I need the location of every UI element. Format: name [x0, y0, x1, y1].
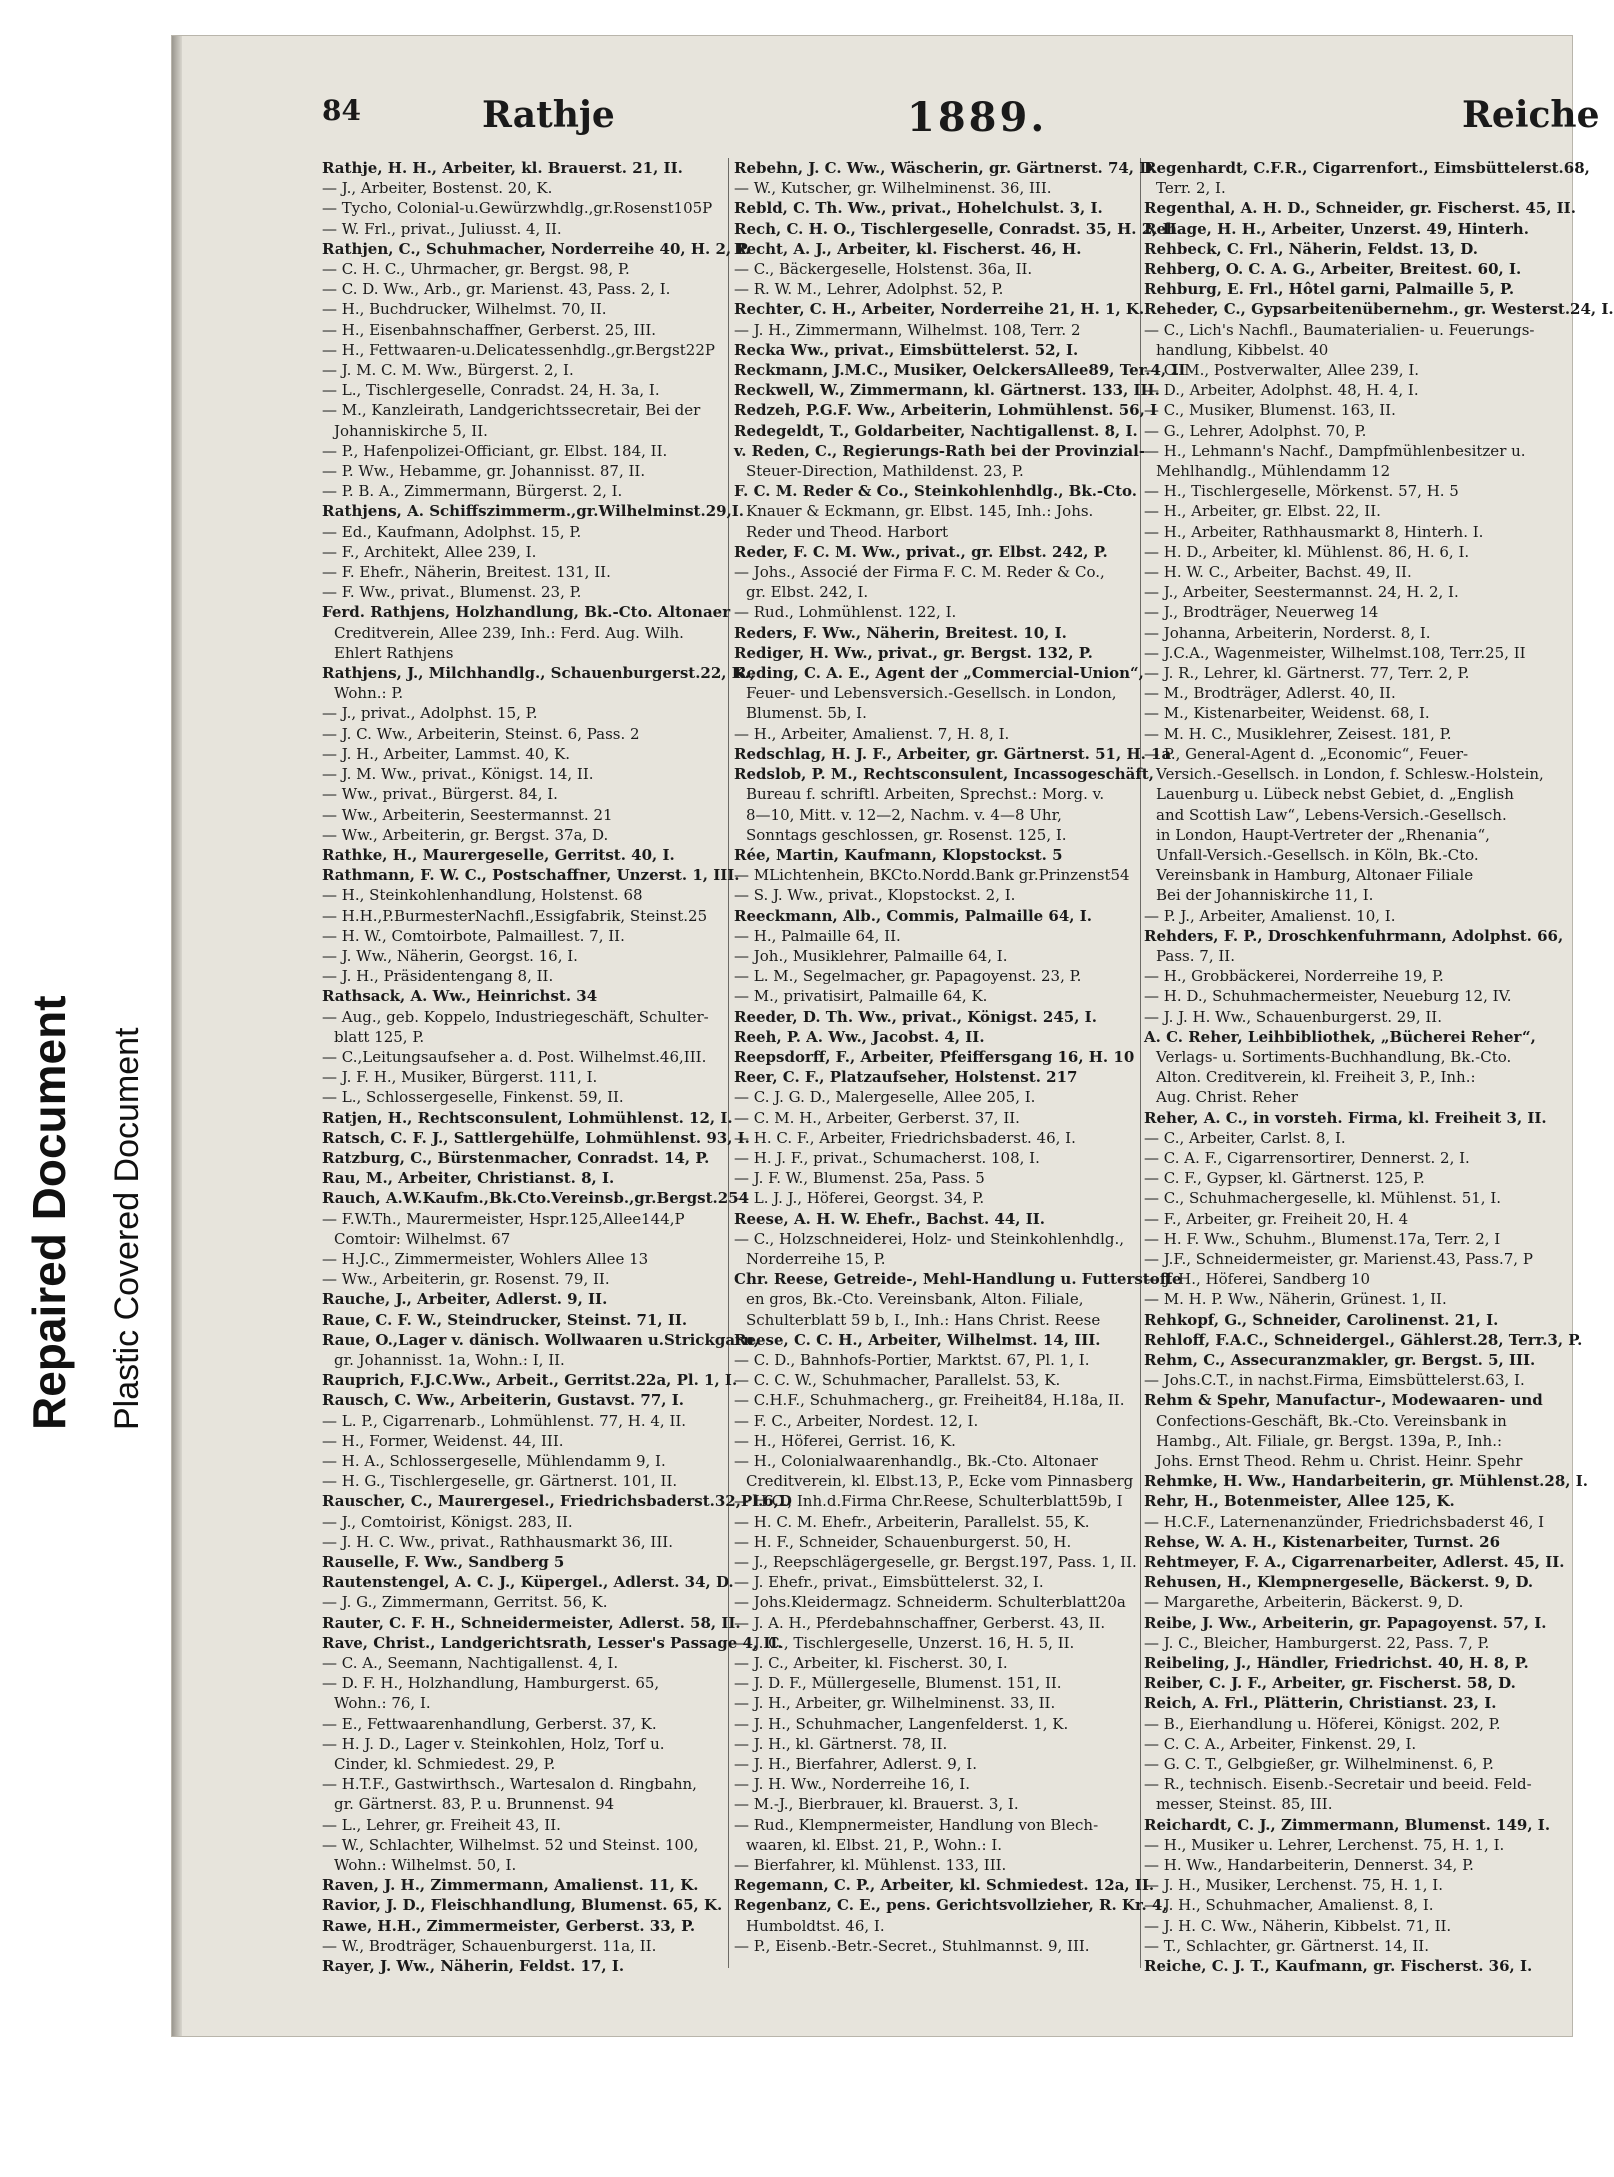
directory-entry: — J. H., Schuhmacher, Langenfelderst. 1, K. [734, 1714, 1069, 1733]
directory-entry: Redschlag, H. J. F., Arbeiter, gr. Gärtnerst. 51, H. 1a [734, 744, 1172, 763]
directory-entry: Steuer-Direction, Mathildenst. 23, P. [746, 462, 1024, 481]
directory-entry: Reepsdorff, F., Arbeiter, Pfeiffersgang 16, H. 10 [734, 1047, 1135, 1066]
directory-entry: — C. M. H., Arbeiter, Gerberst. 37, II. [734, 1108, 1020, 1127]
directory-entry: Blumenst. 5b, I. [746, 704, 867, 723]
directory-entry: Reer, C. F., Platzaufseher, Holstenst. 217 [734, 1068, 1078, 1087]
directory-entry: — C., Musiker, Blumenst. 163, II. [1144, 401, 1396, 420]
directory-entry: — F. Ww., privat., Blumenst. 23, P. [322, 583, 582, 602]
directory-entry: Reibeling, J., Händler, Friedrichst. 40, H. 8, P. [1144, 1654, 1529, 1673]
directory-entry: Ravior, J. D., Fleischhandlung, Blumenst. 65, K. [322, 1896, 723, 1915]
directory-entry: Creditverein, kl. Elbst.13, P., Ecke vom Pinnasberg [746, 1472, 1134, 1491]
directory-entry: Bureau f. schriftl. Arbeiten, Sprechst.: Morg. v. [746, 785, 1105, 804]
directory-entry: in London, Haupt-Vertreter der „Rhenania“, [1156, 825, 1490, 844]
header-left-catchword: Rathje [482, 94, 615, 136]
directory-entry: — Ww., privat., Bürgerst. 84, I. [322, 785, 558, 804]
directory-entry: Cinder, kl. Schmiedest. 29, P. [334, 1755, 556, 1774]
directory-entry: Rehburg, E. Frl., Hôtel garni, Palmaille 5, P. [1144, 280, 1515, 299]
directory-entry: — C. A. F., Cigarrensortirer, Dennerst. 2, I. [1144, 1148, 1470, 1167]
directory-entry: Regemann, C. P., Arbeiter, kl. Schmiedest. 12a, II. [734, 1876, 1155, 1895]
directory-entry: — J. H., Höferei, Sandberg 10 [1144, 1270, 1371, 1289]
directory-entry: — J. H. Ww., Norderreihe 16, I. [734, 1775, 970, 1794]
directory-entry: — E., Fettwaarenhandlung, Gerberst. 37, K. [322, 1714, 657, 1733]
directory-entry: Reich, A. Frl., Plätterin, Christianst. 23, I. [1144, 1694, 1497, 1713]
directory-entry: — L., Schlossergeselle, Finkenst. 59, II. [322, 1088, 624, 1107]
directory-entry: Aug. Christ. Reher [1156, 1088, 1298, 1107]
directory-entry: — J. H. C. Ww., privat., Rathhausmarkt 36, III. [322, 1532, 673, 1551]
directory-entry: Reese, C. C. H., Arbeiter, Wilhelmst. 14, III. [734, 1330, 1101, 1349]
directory-entry: Schulterblatt 59 b, I., Inh.: Hans Christ. Reese [746, 1310, 1101, 1329]
directory-entry: Reckmann, J.M.C., Musiker, OelckersAllee89, Ter.4, II [734, 361, 1186, 380]
directory-entry: — F.W.Th., Maurermeister, Hspr.125,Allee144,P [322, 1209, 685, 1228]
directory-entry: Rehtmeyer, F. A., Cigarrenarbeiter, Adlerst. 45, II. [1144, 1553, 1565, 1572]
directory-entry: gr. Johannisst. 1a, Wohn.: I, II. [334, 1350, 565, 1369]
header-right-catchword: Reiche [1462, 94, 1600, 136]
directory-entry: — J. H., Musiker, Lerchenst. 75, H. 1, I. [1144, 1876, 1443, 1895]
page-binding-edge [172, 36, 182, 2036]
directory-entry: — J. C., Arbeiter, kl. Fischerst. 30, I. [734, 1654, 1008, 1673]
directory-entry: — J. C., Tischlergeselle, Unzerst. 16, H. 5, II. [734, 1633, 1075, 1652]
directory-entry: Rauselle, F. Ww., Sandberg 5 [322, 1553, 565, 1572]
directory-entry: — J. H., Arbeiter, Lammst. 40, K. [322, 744, 570, 763]
directory-entry: — H. C. M. Ehefr., Arbeiterin, Parallelst. 55, K. [734, 1512, 1090, 1531]
directory-entry: A. C. Reher, Leihbibliothek, „Bücherei Reher“, [1144, 1027, 1536, 1046]
directory-entry: Rathjens, J., Milchhandlg., Schauenburgerst.22, K., [322, 664, 756, 683]
directory-entry: Raue, O.,Lager v. dänisch. Wollwaaren u.Strickgarn, [322, 1330, 760, 1349]
directory-entry: Hambg., Alt. Filiale, gr. Bergst. 139a, P., Inh.: [1156, 1431, 1503, 1450]
directory-entry: Ehlert Rathjens [334, 643, 454, 662]
directory-entry: Rauche, J., Arbeiter, Adlerst. 9, II. [322, 1290, 608, 1309]
directory-entry: — C., Lich's Nachfl., Baumaterialien- u. Feuerungs- [1144, 320, 1535, 339]
directory-entry: — J. Ww., Näherin, Georgst. 16, I. [322, 946, 578, 965]
page-header [322, 94, 1600, 158]
directory-entry: Sonntags geschlossen, gr. Rosenst. 125, I. [746, 825, 1067, 844]
repaired-document-label: Repaired Document [23, 995, 75, 1430]
directory-entry: — Tycho, Colonial-u.Gewürzwhdlg.,gr.Rosenst105P [322, 199, 713, 218]
directory-entry: Redzeh, P.G.F. Ww., Arbeiterin, Lohmühlenst. 56, I [734, 401, 1158, 420]
directory-entry: — J. A. H., Pferdebahnschaffner, Gerberst. 43, II. [734, 1613, 1106, 1632]
directory-entry: v. Reden, C., Regierungs-Rath bei der Provinzial- [734, 441, 1146, 460]
directory-entry: — M., Kistenarbeiter, Weidenst. 68, I. [1144, 704, 1430, 723]
directory-entry: Johanniskirche 5, II. [334, 421, 488, 440]
directory-entry: — H. J. D., Lager v. Steinkohlen, Holz, Torf u. [322, 1734, 665, 1753]
directory-entry: Rehders, F. P., Droschkenfuhrmann, Adolphst. 66, [1144, 926, 1564, 945]
directory-entry: waaren, kl. Elbst. 21, P., Wohn.: I. [746, 1835, 1003, 1854]
directory-entry: Rebehn, J. C. Ww., Wäscherin, gr. Gärtnerst. 74, D. [734, 159, 1157, 177]
directory-entry: and Scottish Law“, Lebens-Versich.-Gesellsch. [1156, 805, 1507, 824]
directory-entry: — J. F. H., Musiker, Bürgerst. 111, I. [322, 1068, 598, 1087]
directory-entry: Unfall-Versich.-Gesellsch. in Köln, Bk.-Cto. [1156, 845, 1479, 864]
directory-entry: — H., Fettwaaren-u.Delicatessenhdlg.,gr.Bergst22P [322, 340, 715, 359]
directory-entry: — J. H. C. Ww., Näherin, Kibbelst. 71, II. [1144, 1916, 1452, 1935]
directory-entry: Regenhardt, C.F.R., Cigarrenfort., Eimsbüttelerst.68, [1144, 159, 1590, 177]
directory-entry: Feuer- und Lebensversich.-Gesellsch. in London, [746, 684, 1117, 703]
directory-entry: Humboldtst. 46, I. [746, 1916, 885, 1935]
directory-entry: — L., Tischlergeselle, Conradst. 24, H. 3a, I. [322, 381, 660, 400]
directory-entry: Norderreihe 15, P. [746, 1249, 886, 1268]
directory-entry: Rathjens, A. Schiffszimmerm.,gr.Wilhelminst.29,I. [322, 502, 745, 521]
directory-entry: — J. H., kl. Gärtnerst. 78, II. [734, 1734, 948, 1753]
directory-entry: Reher, A. C., in vorsteh. Firma, kl. Freiheit 3, II. [1144, 1108, 1547, 1127]
directory-entry: — W., Kutscher, gr. Wilhelminenst. 36, III. [734, 179, 1052, 198]
directory-entry: — C. C. A., Arbeiter, Finkenst. 29, I. [1144, 1734, 1417, 1753]
directory-entry: Rautenstengel, A. C. J., Küpergel., Adlerst. 34, D. [322, 1573, 734, 1592]
directory-entry: Reeder, D. Th. Ww., privat., Königst. 245, I. [734, 1007, 1097, 1026]
directory-entry: — J. H., Arbeiter, gr. Wilhelminenst. 33, II. [734, 1694, 1056, 1713]
directory-entry: Reder, F. C. M. Ww., privat., gr. Elbst. 242, P. [734, 542, 1108, 561]
directory-entry: — J., Arbeiter, Bostenst. 20, K. [322, 179, 553, 198]
directory-entry: — Johs.C.T., in nachst.Firma, Eimsbüttelerst.63, I. [1144, 1371, 1525, 1390]
directory-entry: Reeckmann, Alb., Commis, Palmaille 64, I. [734, 906, 1092, 925]
directory-entry: — C., Bäckergeselle, Holstenst. 36a, II. [734, 260, 1033, 279]
directory-entry: Recka Ww., privat., Eimsbüttelerst. 52, I. [734, 340, 1079, 359]
directory-entry: Rehkopf, G., Schneider, Carolinenst. 21, I. [1144, 1310, 1499, 1329]
directory-entry: Ferd. Rathjens, Holzhandlung, Bk.-Cto. Altonaer [322, 603, 731, 622]
directory-entry: Creditverein, Allee 239, Inh.: Ferd. Aug. Wilh. [334, 623, 684, 642]
directory-entry: Rehbeck, C. Frl., Näherin, Feldst. 13, D. [1144, 239, 1478, 258]
directory-entry: — T., Schlachter, gr. Gärtnerst. 14, II. [1144, 1936, 1429, 1955]
directory-entry: — H. F. Ww., Schuhm., Blumenst.17a, Terr. 2, I [1144, 1229, 1501, 1248]
directory-entry: — Johs., Associé der Firma F. C. M. Reder & Co., [734, 563, 1105, 582]
directory-entry: — J. G., Zimmermann, Gerritst. 56, K. [322, 1593, 608, 1612]
directory-entry: — P., Eisenb.-Betr.-Secret., Stuhlmannst. 9, III. [734, 1936, 1090, 1955]
directory-entry: — H., Arbeiter, gr. Elbst. 22, II. [1144, 502, 1381, 521]
directory-entry: — J.C.A., Wagenmeister, Wilhelmst.108, Terr.25, II [1144, 643, 1526, 662]
directory-entry: gr. Gärtnerst. 83, P. u. Brunnenst. 94 [334, 1795, 615, 1814]
directory-entry: — H., Buchdrucker, Wilhelmst. 70, II. [322, 300, 607, 319]
directory-entry: Rayer, J. Ww., Näherin, Feldst. 17, I. [322, 1957, 625, 1976]
directory-entry: — J. C., Bleicher, Hamburgerst. 22, Pass. 7, P. [1144, 1633, 1490, 1652]
column-right [1144, 158, 1614, 1978]
directory-entry: — H., Arbeiter, Amalienst. 7, H. 8, I. [734, 724, 1010, 743]
header-year: 1889. [907, 94, 1048, 141]
column-left [322, 158, 792, 1978]
directory-entry: Verlags- u. Sortiments-Buchhandlung, Bk.-Cto. [1156, 1047, 1512, 1066]
directory-entry: — H., Lehmann's Nachf., Dampfmühlenbesitzer u. [1144, 441, 1526, 460]
directory-entry: Reeh, P. A. Ww., Jacobst. 4, II. [734, 1027, 985, 1046]
directory-entry: — Margarethe, Arbeiterin, Bäckerst. 9, D. [1144, 1593, 1464, 1612]
directory-entry: — W. Frl., privat., Juliusst. 4, II. [322, 219, 562, 238]
directory-entry: messer, Steinst. 85, III. [1156, 1795, 1333, 1814]
directory-entry: Rechter, C. H., Arbeiter, Norderreihe 21, H. 1, K. [734, 300, 1145, 319]
directory-entry: Rawe, H.H., Zimmermeister, Gerberst. 33, P. [322, 1916, 696, 1935]
directory-entry: — H., Eisenbahnschaffner, Gerberst. 25, III. [322, 320, 657, 339]
directory-entry: Rehse, W. A. H., Kistenarbeiter, Turnst. 26 [1144, 1532, 1501, 1551]
directory-entry: Rehusen, H., Klempnergeselle, Bäckerst. 9, D. [1144, 1573, 1534, 1592]
directory-entry: Rech, C. H. O., Tischlergeselle, Conradst. 35, H. 2, II. [734, 219, 1182, 238]
directory-entry: Confections-Geschäft, Bk.-Cto. Vereinsbank in [1156, 1411, 1507, 1430]
directory-entry: — C. C. W., Schuhmacher, Parallelst. 53, K. [734, 1371, 1061, 1390]
directory-entry: Reibe, J. Ww., Arbeiterin, gr. Papagoyenst. 57, I. [1144, 1613, 1547, 1632]
directory-entry: Versich.-Gesellsch. in London, f. Schlesw.-Holstein, [1156, 765, 1544, 784]
directory-entry: — L. P., Cigarrenarb., Lohmühlenst. 77, H. 4, II. [322, 1411, 687, 1430]
directory-entry: Reheder, C., Gypsarbeitenübernehm., gr. Westerst.24, I. [1144, 300, 1614, 319]
directory-entry: Terr. 2, I. [1156, 179, 1226, 198]
directory-entry: Rathke, H., Maurergeselle, Gerritst. 40, I. [322, 845, 675, 864]
directory-entry: Reiche, C. J. T., Kaufmann, gr. Fischerst. 36, I. [1144, 1957, 1533, 1976]
directory-entry: Chr. Reese, Getreide-, Mehl-Handlung u. Futterstoffe [734, 1270, 1182, 1289]
directory-entry: — R. W. M., Lehrer, Adolphst. 52, P. [734, 280, 1004, 299]
directory-entry: — C., Arbeiter, Carlst. 8, I. [1144, 1128, 1346, 1147]
directory-entry: — W., Schlachter, Wilhelmst. 52 und Steinst. 100, [322, 1835, 699, 1854]
directory-entry: — Joh., Musiklehrer, Palmaille 64, I. [734, 946, 1008, 965]
directory-entry: en gros, Bk.-Cto. Vereinsbank, Alton. Filiale, [746, 1290, 1084, 1309]
directory-entry: — C. H. C., Uhrmacher, gr. Bergst. 98, P. [322, 260, 630, 279]
directory-entry: Alton. Creditverein, kl. Freiheit 3, P., Inh.: [1156, 1068, 1476, 1087]
directory-entry: — C. M., Postverwalter, Allee 239, I. [1144, 361, 1420, 380]
directory-entry: Lauenburg u. Lübeck nebst Gebiet, d. „English [1156, 785, 1514, 804]
directory-entry: — Johanna, Arbeiterin, Norderst. 8, I. [1144, 623, 1431, 642]
directory-entry: Reese, A. H. W. Ehefr., Bachst. 44, II. [734, 1209, 1045, 1228]
directory-entry: Rathje, H. H., Arbeiter, kl. Brauerst. 21, II. [322, 159, 683, 177]
directory-entry: — H. C. F., Arbeiter, Friedrichsbaderst. 46, I. [734, 1128, 1076, 1147]
directory-entry: handlung, Kibbelst. 40 [1156, 340, 1329, 359]
directory-entry: Bei der Johanniskirche 11, I. [1156, 886, 1374, 905]
directory-entry: — J.F., Schneidermeister, gr. Marienst.43, Pass.7, P [1144, 1249, 1533, 1268]
directory-entry: — F. C., Arbeiter, Nordest. 12, I. [734, 1411, 979, 1430]
directory-entry: — L. J. J., Höferei, Georgst. 34, P. [734, 1189, 985, 1208]
directory-entry: — J. R., Lehrer, kl. Gärtnerst. 77, Terr. 2, P. [1144, 664, 1470, 683]
plastic-covered-document-label: Plastic Covered Document [108, 1027, 146, 1430]
directory-columns [322, 158, 1614, 1978]
directory-entry: Redegeldt, T., Goldarbeiter, Nachtigallenst. 8, I. [734, 421, 1138, 440]
directory-entry: — C., Schuhmachergeselle, kl. Mühlenst. 51, I. [1144, 1189, 1502, 1208]
directory-entry: — M. H. C., Musiklehrer, Zeisest. 181, P. [1144, 724, 1452, 743]
directory-entry: Rave, Christ., Landgerichtsrath, Lesser's Passage 4, II. [322, 1633, 783, 1652]
directory-entry: Reckwell, W., Zimmermann, kl. Gärtnerst. 133, III. [734, 381, 1160, 400]
directory-entry: — H. W. C., Arbeiter, Bachst. 49, II. [1144, 563, 1412, 582]
directory-entry: — H. A., Schlossergeselle, Mühlendamm 9, I. [322, 1452, 666, 1470]
directory-entry: Pass. 7, II. [1156, 946, 1235, 965]
directory-entry: — H., Palmaille 64, II. [734, 926, 901, 945]
directory-entry: Rehm & Spehr, Manufactur-, Modewaaren- und [1144, 1391, 1543, 1410]
directory-entry: — M. H. P. Ww., Näherin, Grünest. 1, II. [1144, 1290, 1447, 1309]
directory-entry: — C.,Leitungsaufseher a. d. Post. Wilhelmst.46,III. [322, 1047, 707, 1066]
directory-entry: — P. B. A., Zimmermann, Bürgerst. 2, I. [322, 482, 623, 501]
directory-entry: — L., Lehrer, gr. Freiheit 43, II. [322, 1815, 561, 1834]
directory-entry: — Bierfahrer, kl. Mühlenst. 133, III. [734, 1856, 1007, 1875]
directory-entry: — C. D., Bahnhofs-Portier, Marktst. 67, Pl. 1, I. [734, 1350, 1090, 1369]
directory-entry: — J., Arbeiter, Seestermannst. 24, H. 2, I. [1144, 583, 1459, 602]
directory-entry: — H.T.F., Gastwirthsch., Wartesalon d. Ringbahn, [322, 1775, 697, 1794]
directory-entry: — J. D. F., Müllergeselle, Blumenst. 151, II. [734, 1674, 1062, 1693]
directory-entry: — G., Lehrer, Adolphst. 70, P. [1144, 421, 1367, 440]
directory-entry: — H., Former, Weidenst. 44, III. [322, 1431, 564, 1450]
directory-entry: — H., Steinkohlenhandlung, Holstenst. 68 [322, 886, 643, 905]
directory-entry: Rathmann, F. W. C., Postschaffner, Unzerst. 1, III. [322, 866, 740, 885]
directory-entry: Reder und Theod. Harbort [746, 522, 949, 541]
directory-entry: — C., Holzschneiderei, Holz- und Steinkohlenhdlg., [734, 1229, 1125, 1248]
directory-entry: — M.-J., Bierbrauer, kl. Brauerst. 3, I. [734, 1795, 1019, 1814]
column-middle [734, 158, 1186, 1978]
directory-entry: Rauter, C. F. H., Schneidermeister, Adlerst. 58, II. [322, 1613, 741, 1632]
directory-entry: — H. W., Comtoirbote, Palmaillest. 7, II. [322, 926, 625, 945]
directory-entry: Rehloff, F.A.C., Schneidergel., Gählerst.28, Terr.3, P. [1144, 1330, 1583, 1349]
directory-entry: — H. F., Schneider, Schauenburgerst. 50, H. [734, 1532, 1072, 1551]
directory-entry: blatt 125, P. [334, 1027, 425, 1046]
directory-entry: — P., General-Agent d. „Economic“, Feuer- [1144, 744, 1469, 763]
directory-entry: Rathsack, A. Ww., Heinrichst. 34 [322, 987, 598, 1006]
directory-entry: — P., Hafenpolizei-Officiant, gr. Elbst. 184, II. [322, 441, 668, 460]
directory-entry: — H.C., Inh.d.Firma Chr.Reese, Schulterblatt59b, I [734, 1492, 1123, 1511]
directory-entry: — J. M. C. M. Ww., Bürgerst. 2, I. [322, 361, 574, 380]
directory-entry: Rehmke, H. Ww., Handarbeiterin, gr. Mühlenst.28, I. [1144, 1472, 1588, 1491]
directory-entry: — P. J., Arbeiter, Amalienst. 10, I. [1144, 906, 1396, 925]
directory-entry: Raue, C. F. W., Steindrucker, Steinst. 71, II. [322, 1310, 688, 1329]
directory-entry: — Rud., Klempnermeister, Handlung von Blech- [734, 1815, 1099, 1834]
directory-entry: — D., Arbeiter, Adolphst. 48, H. 4, I. [1144, 381, 1419, 400]
directory-entry: — C.H.F., Schuhmacherg., gr. Freiheit84, H.18a, II. [734, 1391, 1125, 1410]
directory-entry: — H.C.F., Laternenanzünder, Friedrichsbaderst 46, I [1144, 1512, 1545, 1531]
directory-entry: — H.H.,P.BurmesterNachfl.,Essigfabrik, Steinst.25 [322, 906, 708, 925]
directory-entry: — J., Reepschlägergeselle, gr. Bergst.197, Pass. 1, II. [734, 1553, 1137, 1572]
directory-entry: — Ww., Arbeiterin, Seestermannst. 21 [322, 805, 613, 824]
directory-entry: Rebld, C. Th. Ww., privat., Hohelchulst. 3, I. [734, 199, 1103, 218]
directory-entry: Regenthal, A. H. D., Schneider, gr. Fischerst. 45, II. [1144, 199, 1576, 218]
directory-entry: F. C. M. Reder & Co., Steinkohlenhdlg., Bk.-Cto. [734, 482, 1137, 501]
directory-entry: — J., Brodträger, Neuerweg 14 [1144, 603, 1379, 622]
directory-entry: Rauch, A.W.Kaufm.,Bk.Cto.Vereinsb.,gr.Bergst.254 [322, 1189, 750, 1208]
directory-entry: — J. F. W., Blumenst. 25a, Pass. 5 [734, 1169, 985, 1188]
directory-entry: Wohn.: P. [334, 684, 404, 703]
directory-entry: 8—10, Mitt. v. 12—2, Nachm. v. 4—8 Uhr, [746, 805, 1062, 824]
directory-entry: — H. J. F., privat., Schumacherst. 108, I. [734, 1148, 1040, 1167]
directory-entry: — H., Grobbäckerei, Norderreihe 19, P. [1144, 967, 1444, 986]
directory-entry: — J. C. Ww., Arbeiterin, Steinst. 6, Pass. 2 [322, 724, 640, 743]
directory-entry: — H.J.C., Zimmermeister, Wohlers Allee 13 [322, 1249, 649, 1268]
directory-entry: Reding, C. A. E., Agent der „Commercial-Union“, [734, 664, 1144, 683]
directory-entry: — W., Brodträger, Schauenburgerst. 11a, II. [322, 1936, 657, 1955]
directory-entry: Johs. Ernst Theod. Rehm u. Christ. Heinr. Spehr [1156, 1452, 1523, 1470]
directory-entry: — Johs.Kleidermagz. Schneiderm. Schulterblatt20a [734, 1593, 1126, 1612]
directory-entry: Rée, Martin, Kaufmann, Klopstockst. 5 [734, 845, 1063, 864]
directory-entry: — Ww., Arbeiterin, gr. Rosenst. 79, II. [322, 1270, 610, 1289]
directory-entry: — H. D., Schuhmachermeister, Neueburg 12, IV. [1144, 987, 1512, 1006]
directory-entry: — H., Höferei, Gerrist. 16, K. [734, 1431, 956, 1450]
directory-entry: Reiber, C. J. F., Arbeiter, gr. Fischerst. 58, D. [1144, 1674, 1516, 1693]
directory-entry: — Rud., Lohmühlenst. 122, I. [734, 603, 957, 622]
directory-entry: Rehage, H. H., Arbeiter, Unzerst. 49, Hinterh. [1144, 219, 1529, 238]
directory-entry: — H., Arbeiter, Rathhausmarkt 8, Hinterh. I. [1144, 522, 1484, 541]
directory-entry: Vereinsbank in Hamburg, Altonaer Filiale [1156, 866, 1474, 885]
directory-entry: Raven, J. H., Zimmermann, Amalienst. 11, K. [322, 1876, 699, 1895]
directory-entry: — C. D. Ww., Arb., gr. Marienst. 43, Pass. 2, I. [322, 280, 671, 299]
directory-entry: — H., Tischlergeselle, Mörkenst. 57, H. 5 [1144, 482, 1459, 501]
directory-entry: — F., Arbeiter, gr. Freiheit 20, H. 4 [1144, 1209, 1409, 1228]
directory-entry: Rehm, C., Assecuranzmakler, gr. Bergst. 5, III. [1144, 1350, 1536, 1369]
directory-entry: Rehberg, O. C. A. G., Arbeiter, Breitest. 60, I. [1144, 260, 1522, 279]
directory-entry: Ratzburg, C., Bürstenmacher, Conradst. 14, P. [322, 1148, 710, 1167]
directory-entry: Rauprich, F.J.C.Ww., Arbeit., Gerritst.22a, Pl. 1, I. [322, 1371, 738, 1390]
directory-entry: — P. Ww., Hebamme, gr. Johannisst. 87, II. [322, 462, 646, 481]
directory-entry: — J. J. H. Ww., Schauenburgerst. 29, II. [1144, 1007, 1443, 1026]
directory-entry: — L. M., Segelmacher, gr. Papagoyenst. 23, P. [734, 967, 1082, 986]
directory-entry: — Aug., geb. Koppelo, Industriegeschäft, Schulter- [322, 1007, 709, 1026]
directory-entry: — J. Ehefr., privat., Eimsbüttelerst. 32, I. [734, 1573, 1044, 1592]
directory-entry: — M., Kanzleirath, Landgerichtssecretair, Bei der [322, 401, 701, 420]
directory-entry: Rau, M., Arbeiter, Christianst. 8, I. [322, 1169, 615, 1188]
directory-entry: — B., Eierhandlung u. Höferei, Königst. 202, P. [1144, 1714, 1501, 1733]
directory-entry: — Ed., Kaufmann, Adolphst. 15, P. [322, 522, 582, 541]
directory-entry: — J. H., Zimmermann, Wilhelmst. 108, Terr. 2 [734, 320, 1081, 339]
directory-entry: Rehr, H., Botenmeister, Allee 125, K. [1144, 1492, 1455, 1511]
directory-entry: Reichardt, C. J., Zimmermann, Blumenst. 149, I. [1144, 1815, 1551, 1834]
directory-entry: Rathjen, C., Schuhmacher, Norderreihe 40, H. 2, P. [322, 239, 751, 258]
directory-entry: — H., Colonialwaarenhandlg., Bk.-Cto. Altonaer [734, 1452, 1098, 1470]
directory-entry: — M., privatisirt, Palmaille 64, K. [734, 987, 988, 1006]
directory-entry: — MLichtenhein, BKCto.Nordd.Bank gr.Prinzenst54 [734, 866, 1130, 885]
directory-entry: — G. C. T., Gelbgießer, gr. Wilhelminenst. 6, P. [1144, 1755, 1494, 1774]
directory-entry: Reders, F. Ww., Näherin, Breitest. 10, I. [734, 623, 1067, 642]
directory-entry: — C. A., Seemann, Nachtigallenst. 4, I. [322, 1654, 619, 1673]
directory-entry: — J. H., Schuhmacher, Amalienst. 8, I. [1144, 1896, 1434, 1915]
directory-entry: Redslob, P. M., Rechtsconsulent, Incassogeschäft, [734, 765, 1154, 784]
directory-entry: — J. M. Ww., privat., Königst. 14, II. [322, 765, 594, 784]
directory-entry: Regenbanz, C. E., pens. Gerichtsvollzieher, R. Kr. 4, [734, 1896, 1168, 1915]
directory-entry: — C. F., Gypser, kl. Gärtnerst. 125, P. [1144, 1169, 1425, 1188]
directory-entry: — H. Ww., Handarbeiterin, Dennerst. 34, P. [1144, 1856, 1474, 1875]
directory-entry: Rausch, C. Ww., Arbeiterin, Gustavst. 77, I. [322, 1391, 684, 1410]
directory-entry: — D. F. H., Holzhandlung, Hamburgerst. 65, [322, 1674, 660, 1693]
directory-entry: Rauscher, C., Maurergesel., Friedrichsbaderst.32,Pl.6,D [322, 1492, 792, 1511]
directory-entry: — R., technisch. Eisenb.-Secretair und beeid. Feld- [1144, 1775, 1532, 1794]
directory-entry: — H. G., Tischlergeselle, gr. Gärtnerst. 101, II. [322, 1472, 678, 1491]
directory-entry: — H. D., Arbeiter, kl. Mühlenst. 86, H. 6, I. [1144, 542, 1470, 561]
directory-entry: — C. J. G. D., Malergeselle, Allee 205, I. [734, 1088, 1036, 1107]
page-number: 84 [322, 94, 361, 127]
directory-entry: Wohn.: 76, I. [334, 1694, 431, 1713]
directory-entry: Ratsch, C. F. J., Sattlergehülfe, Lohmühlenst. 93, I. [322, 1128, 750, 1147]
directory-entry: — S. J. Ww., privat., Klopstockst. 2, I. [734, 886, 1016, 905]
directory-entry: — F., Architekt, Allee 239, I. [322, 542, 537, 561]
directory-entry: — J. H., Präsidentengang 8, II. [322, 967, 554, 986]
directory-entry: Wohn.: Wilhelmst. 50, I. [334, 1856, 517, 1875]
directory-entry: Rediger, H. Ww., privat., gr. Bergst. 132, P. [734, 643, 1093, 662]
directory-entry: — J., Comtoirist, Königst. 283, II. [322, 1512, 573, 1531]
directory-entry: gr. Elbst. 242, I. [746, 583, 869, 602]
directory-entry: Knauer & Eckmann, gr. Elbst. 145, Inh.: Johs. [746, 502, 1094, 521]
directory-entry: — Ww., Arbeiterin, gr. Bergst. 37a, D. [322, 825, 609, 844]
directory-entry: Ratjen, H., Rechtsconsulent, Lohmühlenst. 12, I. [322, 1108, 733, 1127]
directory-entry: — M., Brodträger, Adlerst. 40, II. [1144, 684, 1396, 703]
directory-entry: — J. H., Bierfahrer, Adlerst. 9, I. [734, 1755, 977, 1774]
directory-entry: Comtoir: Wilhelmst. 67 [334, 1229, 511, 1248]
directory-entry: — F. Ehefr., Näherin, Breitest. 131, II. [322, 563, 611, 582]
directory-entry: — J., privat., Adolphst. 15, P. [322, 704, 538, 723]
directory-entry: Recht, A. J., Arbeiter, kl. Fischerst. 46, H. [734, 239, 1082, 258]
directory-entry: Mehlhandlg., Mühlendamm 12 [1156, 462, 1391, 481]
directory-entry: — H., Musiker u. Lehrer, Lerchenst. 75, H. 1, I. [1144, 1835, 1505, 1854]
